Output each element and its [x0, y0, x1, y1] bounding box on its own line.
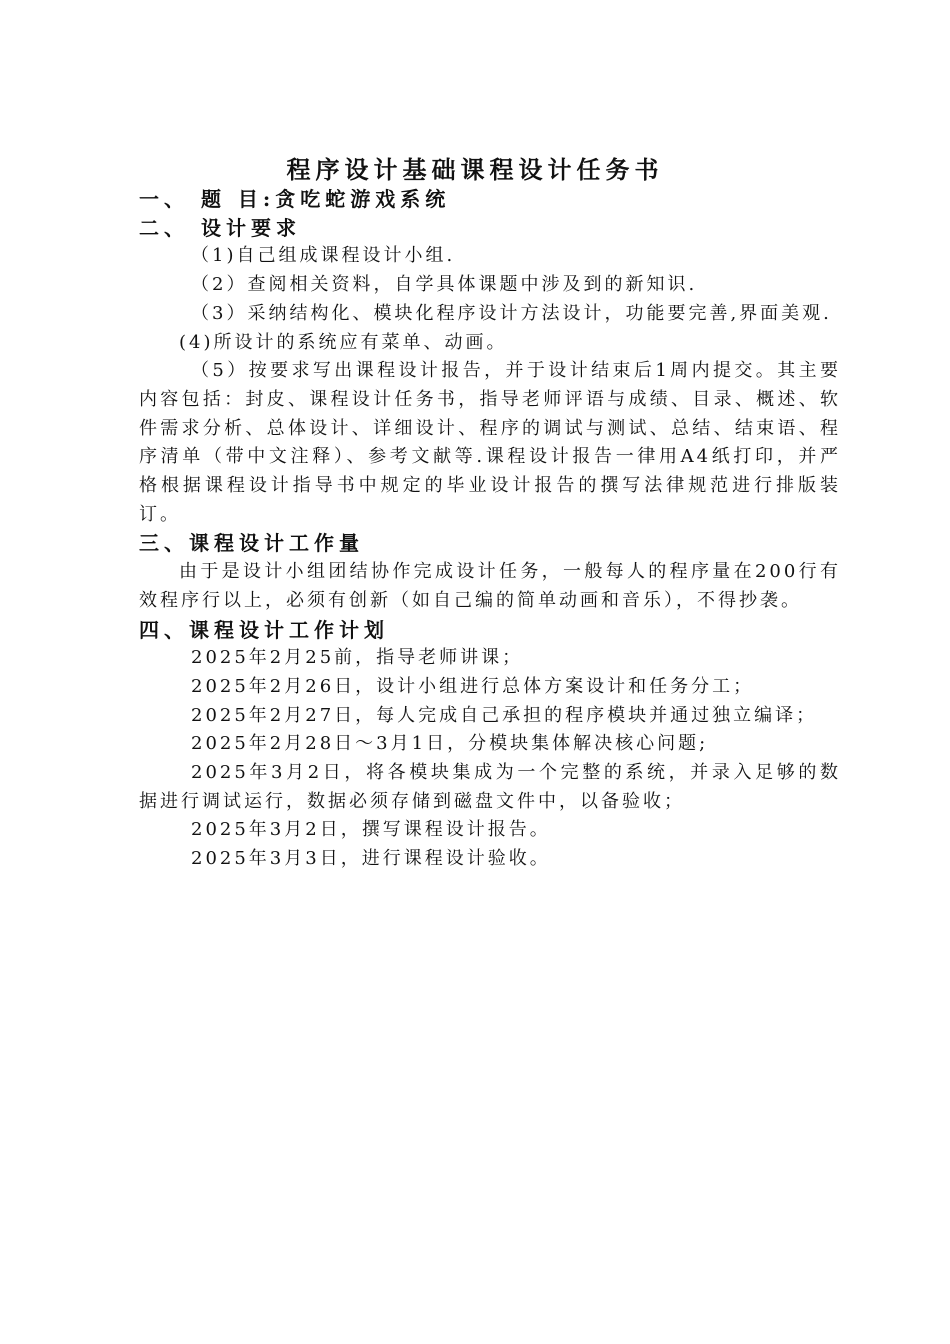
workload-paragraph: 由于是设计小组团结协作完成设计任务，一般每人的程序量在200行有效程序行以上，必须有创新（如自己编的简单动画和音乐），不得抄袭。 — [139, 561, 841, 611]
schedule-item-3: 2025年2月27日，每人完成自己承担的程序模块并通过独立编译； — [191, 704, 818, 726]
section-heading-requirements: 二、 设计要求 — [139, 215, 301, 240]
section-heading-topic: 一、 题 目:贪吃蛇游戏系统 — [139, 187, 451, 211]
schedule-item-4: 2025年2月28日～3月1日，分模块集体解决核心问题; — [191, 733, 709, 755]
requirement-item-4: (4)所设计的系统应有菜单、动画。 — [179, 331, 508, 353]
requirement-item-5: （5）按要求写出课程设计报告，并于设计结束后1周内提交。其主要内容包括：封皮、课程设计任务书，指导老师评语与成绩、目录、概述、软件需求分析、总体设计、详细设计、程序的调试与测试、总结、结束语、程序清单（带中文注释）、参考文献等.课程设计报告一律用A4纸打印，并严格根据课程设计指导书中规定的毕业设计报告的撰写法律规范进行排版装订。 — [139, 360, 841, 525]
document-title: 程序设计基础课程设计任务书 — [286, 155, 664, 184]
schedule-item-7: 2025年3月3日，进行课程设计验收。 — [191, 848, 551, 870]
schedule-item-5: 2025年3月2日，将各模块集成为一个完整的系统，并录入足够的数据进行调试运行，数据必须存储到磁盘文件中，以备验收； — [139, 762, 841, 812]
schedule-item-6: 2025年3月2日，撰写课程设计报告。 — [191, 819, 551, 841]
requirement-item-1: （1)自己组成课程设计小组. — [191, 245, 456, 267]
section-heading-schedule: 四、课程设计工作计划 — [139, 617, 389, 642]
section-heading-workload: 三、课程设计工作量 — [139, 531, 364, 556]
document-body — [139, 185, 841, 874]
requirement-item-3: （3）采纳结构化、模块化程序设计方法设计，功能要完善,界面美观. — [191, 302, 832, 324]
requirement-item-2: （2）查阅相关资料，自学具体课题中涉及到的新知识. — [191, 274, 698, 296]
schedule-item-2: 2025年2月26日，设计小组进行总体方案设计和任务分工； — [191, 675, 755, 697]
schedule-item-1: 2025年2月25前，指导老师讲课； — [191, 647, 524, 669]
